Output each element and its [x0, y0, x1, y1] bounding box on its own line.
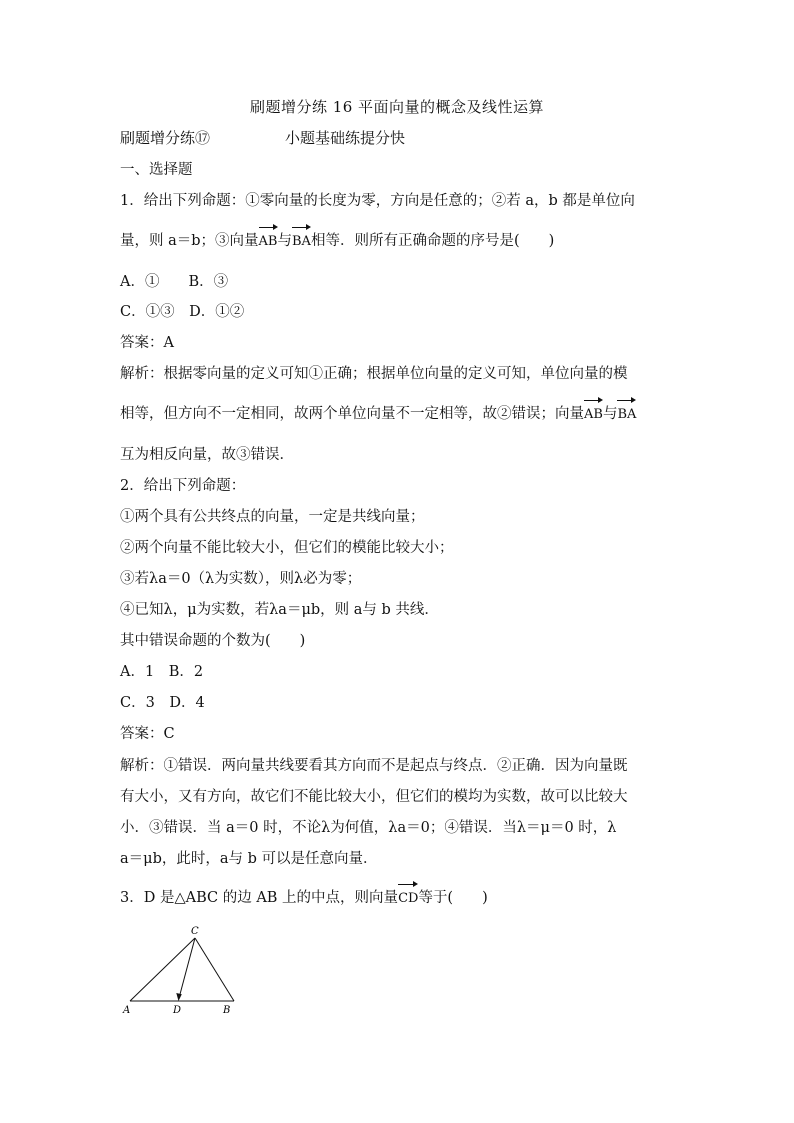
- q2-explanation-line2: 有大小，又有方向，故它们不能比较大小，但它们的模均为实数，故可以比较大: [120, 789, 628, 805]
- q2-explanation-line4: a＝μb，此时，a与 b 可以是任意向量．: [120, 851, 378, 867]
- side-bc: [195, 938, 234, 1001]
- q2-question: 其中错误命题的个数为( ): [120, 633, 306, 649]
- q1-explanation-line1: 解析：根据零向量的定义可知①正确；根据单位向量的定义可知，单位向量的模: [120, 366, 628, 382]
- q2-explanation-line1: 解析：①错误．两向量共线要看其方向而不是起点与终点．②正确．因为向量既: [120, 758, 628, 774]
- q2-proposition-4: ④已知λ，μ为实数，若λa＝μb，则 a与 b 共线．: [120, 602, 439, 618]
- section-heading: 一、选择题: [120, 162, 193, 178]
- q2-options-cd: C．3 D．4: [120, 695, 205, 711]
- label-c: C: [191, 926, 199, 937]
- vector-ba-2: BA: [617, 405, 636, 425]
- q1-answer: 答案：A: [120, 335, 174, 351]
- vector-ba: BA: [292, 232, 311, 252]
- subtitle: [120, 127, 406, 148]
- median-cd: [179, 938, 195, 998]
- q2-explanation-line3: 小．③错误．当 a＝0 时，不论λ为何值，λa＝0；④错误．当λ＝μ＝0 时，λ: [120, 820, 617, 836]
- triangle-figure: [118, 922, 248, 1018]
- label-d: D: [173, 1005, 182, 1016]
- arrowhead-icon: [176, 993, 182, 1001]
- label-a: A: [123, 1005, 131, 1016]
- q2-proposition-1: ①两个具有公共终点的向量，一定是共线向量；: [120, 509, 425, 525]
- side-ac: [130, 938, 195, 1001]
- q2-stem: 2．给出下列命题：: [120, 478, 246, 494]
- vector-cd: CD: [398, 889, 418, 909]
- page-title: 刷题增分练 16 平面向量的概念及线性运算: [249, 98, 545, 116]
- q2-options-ab: A．1 B．2: [120, 664, 204, 680]
- q1-options-cd: C．①③ D．①②: [120, 304, 245, 320]
- q1-stem-line1: 1．给出下列命题：①零向量的长度为零，方向是任意的；②若 a，b 都是单位向: [120, 193, 635, 209]
- q2-proposition-2: ②两个向量不能比较大小，但它们的模能比较大小；: [120, 540, 454, 556]
- q1-stem-line2: 量，则 a＝b；③向量AB与BA相等．则所有正确命题的序号是( ): [120, 231, 554, 252]
- q1-explanation-line3: 互为相反向量，故③错误．: [120, 447, 294, 463]
- q1-options-ab: A．① B．③: [120, 274, 229, 290]
- vector-ab: AB: [259, 232, 278, 252]
- subtitle-right: 小题基础练提分快: [285, 129, 406, 147]
- subtitle-left: 刷题增分练⑰: [120, 129, 211, 147]
- label-b: B: [223, 1005, 231, 1016]
- q2-answer: 答案：C: [120, 726, 175, 742]
- q3-stem: 3．D 是△ABC 的边 AB 上的中点，则向量CD等于( ): [120, 888, 488, 909]
- q1-explanation-line2: 相等，但方向不一定相同，故两个单位向量不一定相等，故②错误；向量AB与BA: [120, 404, 636, 425]
- vector-ab-2: AB: [584, 405, 603, 425]
- q2-proposition-3: ③若λa＝0（λ为实数），则λ必为零；: [120, 571, 362, 587]
